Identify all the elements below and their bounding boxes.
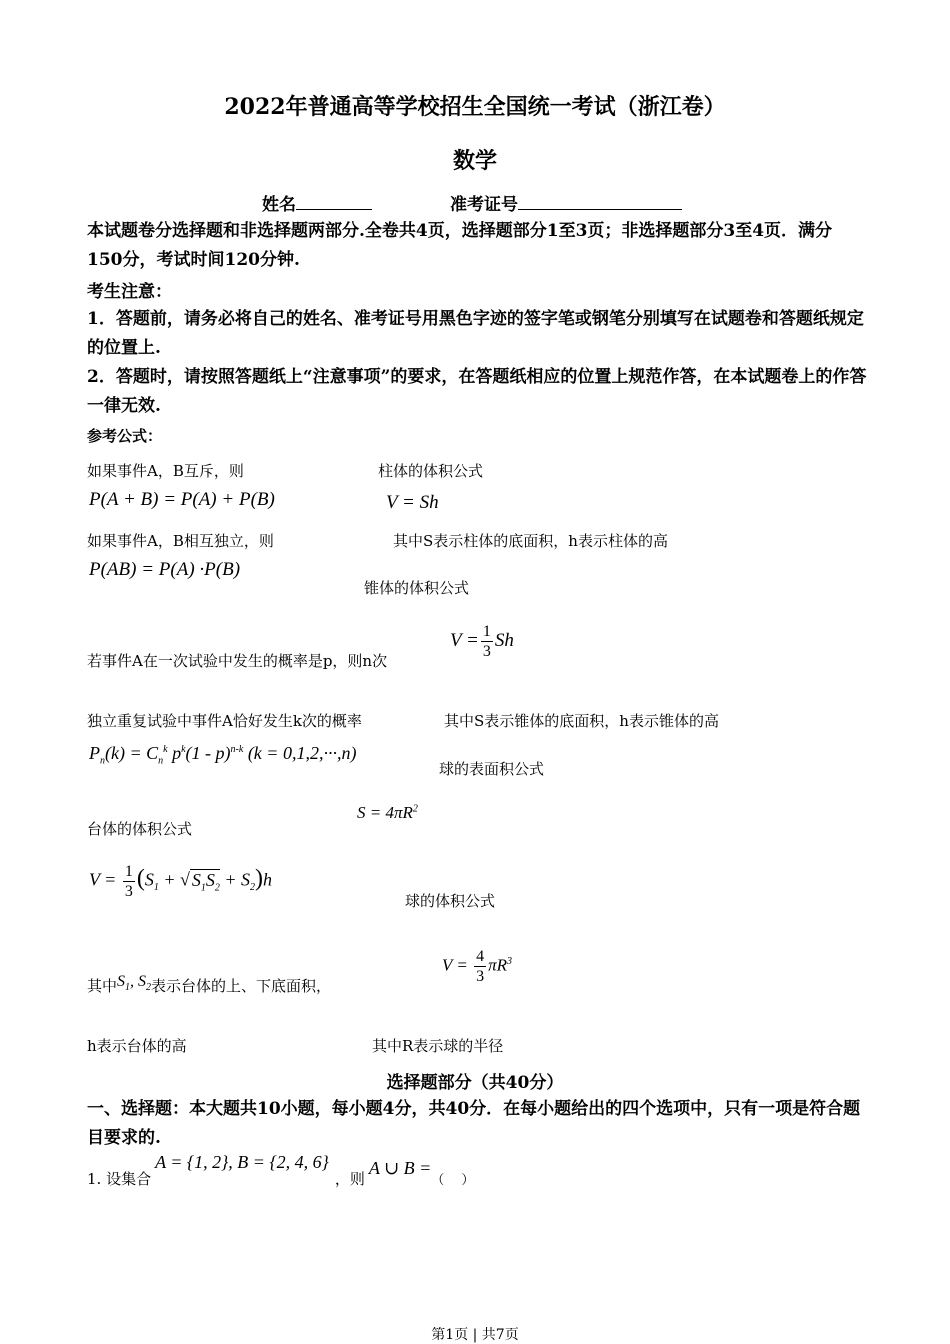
cone-formula-suffix: Sh [494, 629, 514, 651]
id-field [450, 190, 682, 215]
note-item: 2．答题时，请按照答题纸上“注意事项”的要求，在答题纸相应的位置上规范作答，在本试题卷上的作答一律无效. [87, 367, 867, 416]
prism-formula: V = Sh [386, 492, 439, 513]
sphere-note: 其中R表示球的半径 [372, 1037, 504, 1055]
section-instruction: 一、选择题：本大题共10小题，每小题4分，共40分．在每小题给出的四个选项中，只有一项是符合题目要求的. [87, 1099, 861, 1148]
frustum-formula: V = $\frac{1}{3}$ ($S_1$ + √ $S_1S_2 + S_2)h$ [89, 863, 273, 900]
cone-formula-prefix: V = [450, 629, 479, 651]
sphere-vol-label: 球的体积公式 [405, 892, 496, 910]
prism-label: 柱体的体积公式 [378, 462, 484, 480]
indep-label: 如果事件A，B相互独立，则 [87, 532, 274, 550]
name-blank [296, 192, 372, 210]
question-1-sets: A = {1, 2}, B = {2, 4, 6} [155, 1152, 329, 1172]
mutex-formula: P(A + B) = P(A) + P(B) [89, 489, 275, 510]
binom-formula: $P_n(k) = C_n^k$ $p^k(1 - p)^{n-k}$ (k = 0,1,2,···,n) [89, 743, 357, 767]
prism-note: 其中S表示柱体的底面积，h表示柱体的高 [393, 532, 668, 550]
formulas-heading: 参考公式： [87, 427, 163, 445]
sphere-vol-formula: V = $\frac{4}{3}$ $\pi R^3$ [442, 948, 512, 985]
intro-paragraph: 本试题卷分选择题和非选择题两部分.全卷共4页，选择题部分1至3页；非选择题部分3至4页．满分150分，考试时间120分钟. [87, 221, 833, 270]
cone-label: 锥体的体积公式 [364, 579, 470, 597]
frustum-label: 台体的体积公式 [87, 820, 193, 838]
indep-formula: P(AB) = P(A) ·P(B) [89, 559, 241, 580]
id-blank [518, 192, 682, 210]
frustum-note [87, 975, 331, 998]
question-1-mid: ，则 [334, 1170, 365, 1188]
name-field [262, 190, 372, 215]
sphere-area-label: 球的表面积公式 [439, 760, 545, 778]
notes-heading: 考生注意： [87, 282, 172, 302]
frustum-note-vars: $S_1$, $S_2$ [117, 973, 152, 994]
section-title: 选择题部分（共40分） [386, 1073, 564, 1093]
sphere-area-formula: $S = 4\pi R^2$ [357, 803, 418, 822]
frustum-h-note: h表示台体的高 [87, 1037, 187, 1055]
name-label: 姓名 [262, 195, 296, 215]
exam-subject: 数学 [452, 148, 497, 174]
id-label: 准考证号 [450, 195, 518, 215]
note-item: 1．答题前，请务必将自己的姓名、准考证号用黑色字迹的签字笔或钢笔分别填写在试题卷和答题纸规定的位置上. [87, 309, 864, 358]
question-1-paren: （ ） [431, 1173, 475, 1188]
question-1-prefix: 1. 设集合 [87, 1170, 152, 1188]
question-1-expr: A ∪ B = [368, 1158, 432, 1178]
mutex-label: 如果事件A，B互斥，则 [87, 462, 244, 480]
cone-formula [450, 622, 514, 661]
cone-fraction [481, 622, 493, 661]
question-1 [87, 1152, 475, 1188]
cone-fraction-den: 3 [482, 643, 491, 660]
exam-title: 2022年普通高等学校招生全国统一考试（浙江卷） [224, 94, 726, 120]
repeat-label: 独立重复试验中事件A恰好发生k次的概率 [87, 712, 362, 730]
page-footer: 第1页 | 共7页 [431, 1327, 519, 1343]
cone-note: 其中S表示锥体的底面积，h表示锥体的高 [444, 712, 719, 730]
frustum-note-suffix: 表示台体的上、下底面积， [151, 977, 332, 995]
cone-fraction-num: 1 [482, 623, 491, 640]
trial-label: 若事件A在一次试验中发生的概率是p，则n次 [87, 652, 388, 670]
frustum-note-prefix: 其中 [87, 977, 118, 995]
